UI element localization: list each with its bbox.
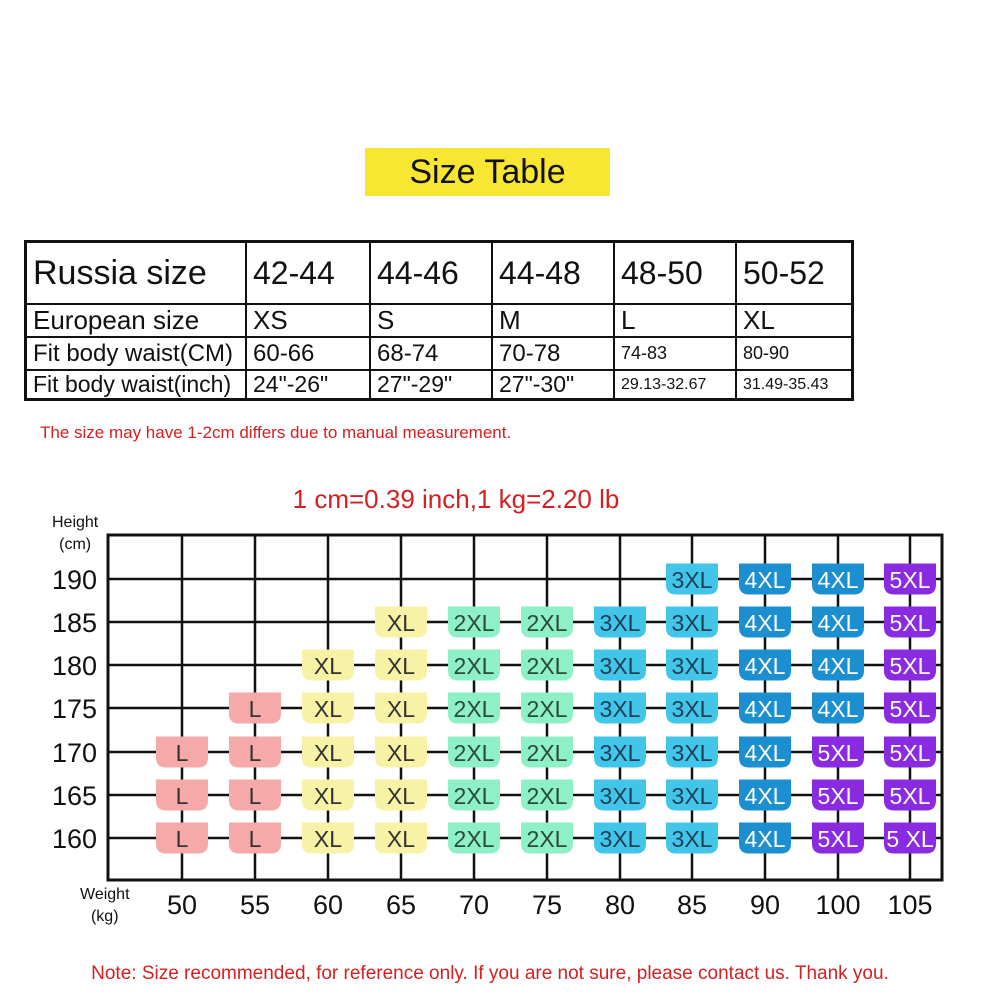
table-cell: XS: [246, 304, 370, 337]
size-badge-label: 2XL: [453, 826, 495, 852]
size-badge-label: 5XL: [889, 567, 931, 593]
size-badge-label: 3XL: [599, 653, 641, 679]
table-cell: 74-83: [614, 337, 736, 370]
size-badge-label: 5XL: [889, 696, 931, 722]
height-axis-label-line1: Height: [52, 514, 99, 531]
weight-tick-label: 85: [676, 890, 708, 920]
size-badge-label: 2XL: [453, 783, 495, 809]
size-badge-label: 2XL: [526, 653, 568, 679]
table-cell: M: [492, 304, 614, 337]
size-badge-label: 3XL: [599, 783, 641, 809]
table-cell: 44-46: [370, 242, 492, 305]
weight-tick-label: 55: [239, 890, 271, 920]
size-badge-label: L: [248, 826, 262, 852]
size-badge-label: 4XL: [744, 826, 786, 852]
row-header: Fit body waist(CM): [26, 337, 247, 370]
size-badge-label: XL: [313, 783, 343, 809]
table-cell: 48-50: [614, 242, 736, 305]
size-badge-label: 5XL: [889, 740, 931, 766]
height-tick-label: 170: [51, 738, 97, 768]
table-cell: XL: [736, 304, 853, 337]
weight-tick-label: 105: [887, 890, 933, 920]
height-tick-label: 165: [51, 781, 97, 811]
size-badge-label: XL: [313, 740, 343, 766]
size-badge-label: 2XL: [526, 783, 568, 809]
weight-axis-label-line2: (kg): [90, 908, 119, 925]
size-badge-label: 3XL: [599, 740, 641, 766]
size-badge-label: 2XL: [453, 740, 495, 766]
size-badge-label: 2XL: [526, 826, 568, 852]
size-badge-label: 4XL: [744, 653, 786, 679]
table-cell: 44-48: [492, 242, 614, 305]
size-badge-label: 4XL: [817, 653, 859, 679]
size-badge-label: 2XL: [526, 610, 568, 636]
row-header: Russia size: [26, 242, 247, 305]
height-tick-label: 185: [51, 608, 97, 638]
size-badge-label: 5XL: [889, 610, 931, 636]
size-badge-label: XL: [313, 826, 343, 852]
table-cell: 60-66: [246, 337, 370, 370]
size-badge-label: 4XL: [817, 567, 859, 593]
size-badge-label: 2XL: [453, 696, 495, 722]
weight-tick-label: 50: [166, 890, 198, 920]
table-cell: 70-78: [492, 337, 614, 370]
size-badge-label: XL: [386, 740, 416, 766]
row-header: Fit body waist(inch): [26, 370, 247, 400]
size-badge-label: 5XL: [889, 653, 931, 679]
size-badge-label: 4XL: [744, 783, 786, 809]
size-table-title: Size Table: [365, 148, 610, 196]
table-cell: 27"-29": [370, 370, 492, 400]
size-badge-label: XL: [386, 826, 416, 852]
size-badge-label: 3XL: [671, 740, 713, 766]
size-badge-label: L: [248, 783, 262, 809]
height-axis-label-line2: (cm): [59, 536, 92, 553]
size-badge-label: L: [175, 740, 189, 766]
size-badge-label: 5XL: [817, 783, 859, 809]
height-tick-label: 180: [51, 651, 97, 681]
size-badge-label: 3XL: [599, 610, 641, 636]
size-badge-label: 3XL: [599, 826, 641, 852]
height-tick-label: 175: [51, 694, 97, 724]
size-badge-label: L: [248, 696, 262, 722]
weight-tick-label: 80: [604, 890, 636, 920]
size-badge-label: L: [175, 783, 189, 809]
size-badge-label: 4XL: [744, 696, 786, 722]
weight-tick-label: 60: [312, 890, 344, 920]
height-tick-label: 190: [51, 565, 97, 595]
size-badge-label: 3XL: [599, 696, 641, 722]
table-cell: S: [370, 304, 492, 337]
table-cell: 31.49-35.43: [736, 370, 853, 400]
size-badge-label: XL: [386, 610, 416, 636]
weight-tick-label: 100: [815, 890, 861, 920]
size-badge-label: XL: [386, 783, 416, 809]
table-cell: L: [614, 304, 736, 337]
row-header: European size: [26, 304, 247, 337]
size-badge-label: 4XL: [817, 696, 859, 722]
size-badge-label: L: [248, 740, 262, 766]
size-badge-label: 5 XL: [886, 826, 934, 852]
size-badge-label: 4XL: [744, 740, 786, 766]
footer-note: Note: Size recommended, for reference only. If you are not sure, please contact us. Thank you.: [91, 963, 889, 984]
table-cell: 27"-30": [492, 370, 614, 400]
table-cell: 80-90: [736, 337, 853, 370]
size-badge-label: 2XL: [453, 610, 495, 636]
table-cell: 42-44: [246, 242, 370, 305]
size-badge-label: 3XL: [671, 696, 713, 722]
size-badge-label: 2XL: [453, 653, 495, 679]
table-cell: 68-74: [370, 337, 492, 370]
size-badge-label: 2XL: [526, 740, 568, 766]
weight-tick-label: 90: [749, 890, 781, 920]
table-cell: 24"-26": [246, 370, 370, 400]
measurement-note: The size may have 1-2cm differs due to manual measurement.: [40, 423, 512, 442]
size-badge-label: XL: [386, 653, 416, 679]
size-badge-label: 3XL: [671, 783, 713, 809]
size-badge-label: 4XL: [817, 610, 859, 636]
size-badge-label: 3XL: [671, 653, 713, 679]
size-badge-label: XL: [313, 653, 343, 679]
table-cell: 29.13-32.67: [614, 370, 736, 400]
conversion-note: 1 cm=0.39 inch,1 kg=2.20 lb: [292, 484, 620, 514]
weight-tick-label: 65: [385, 890, 417, 920]
weight-axis-label-line1: Weight: [80, 886, 130, 903]
size-badge-label: 4XL: [744, 610, 786, 636]
size-badge-label: 5XL: [889, 783, 931, 809]
size-badge-label: 2XL: [526, 696, 568, 722]
table-cell: 50-52: [736, 242, 853, 305]
size-badge-label: XL: [386, 696, 416, 722]
size-badge-label: 3XL: [671, 826, 713, 852]
height-tick-label: 160: [51, 824, 97, 854]
weight-tick-label: 75: [531, 890, 563, 920]
weight-tick-label: 70: [458, 890, 490, 920]
size-badge-label: 5XL: [817, 740, 859, 766]
size-badge-label: XL: [313, 696, 343, 722]
size-badge-label: L: [175, 826, 189, 852]
size-badge-label: 3XL: [671, 567, 713, 593]
size-badge-label: 3XL: [671, 610, 713, 636]
size-badge-label: 4XL: [744, 567, 786, 593]
size-badge-label: 5XL: [817, 826, 859, 852]
